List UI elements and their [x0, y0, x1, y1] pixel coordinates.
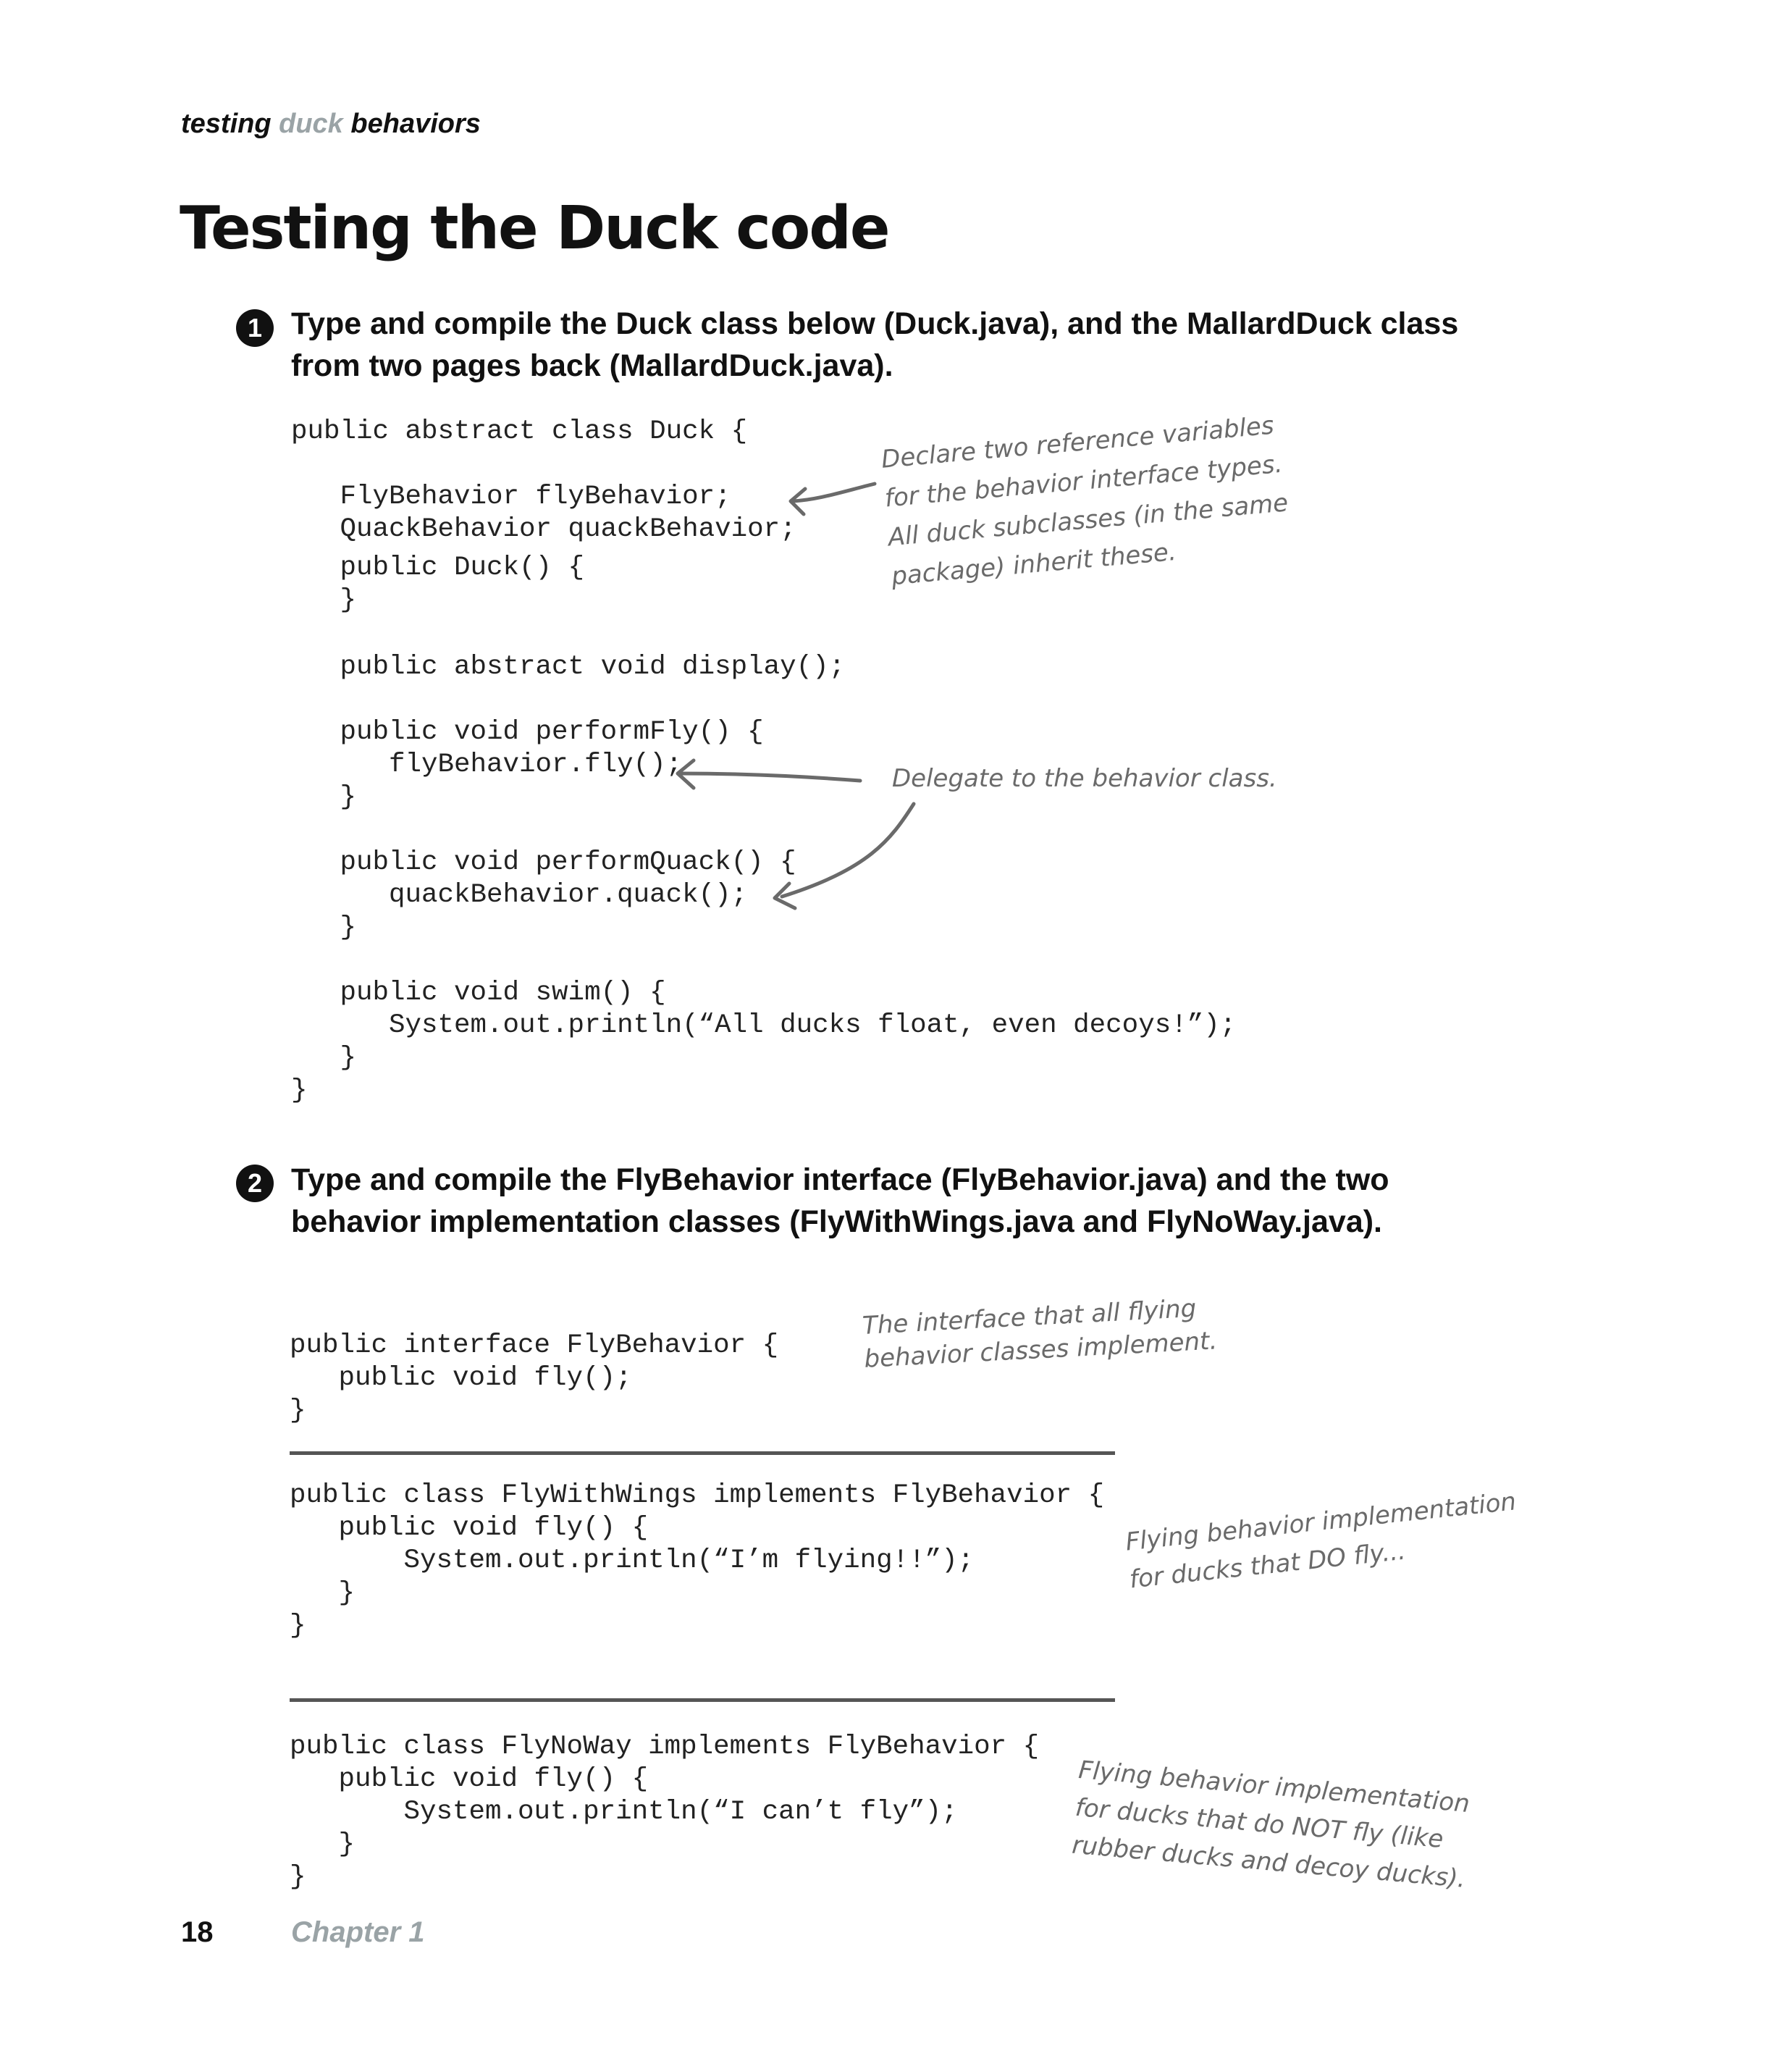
step-1-text: Type and compile the Duck class below (Duck.java), and the MallardDuck class from two pages back (MallardDuck.java). [291, 306, 1459, 383]
page-title: Testing the Duck code [180, 194, 889, 263]
note-delegate: Delegate to the behavior class. [892, 764, 1277, 793]
page-number: 18 [181, 1916, 214, 1948]
duck-class-code-methods: public abstract void display(); public void performFly() { flyBehavior.fly(); } public void performQuack() { quackBehavior.quack(); } public void swim() { System.out.println(“All ducks float, even decoys!”); } } [291, 652, 1237, 1106]
arrow-declare [793, 484, 875, 501]
step-2-text: Type and compile the FlyBehavior interface (FlyBehavior.java) and the two behavior implementation classes (FlyWithWings.java and FlyNoWay.java). [291, 1162, 1389, 1239]
fly-with-wings-code: public class FlyWithWings implements FlyBehavior { public void fly() { System.out.println(“I’m flying!!”); } } [290, 1480, 1105, 1641]
step-1-number-badge: 1 [236, 309, 274, 347]
arrow-delegate-fly [679, 773, 860, 781]
chapter-label: Chapter 1 [291, 1916, 425, 1948]
note-interface: The interface that all flying behavior classes implement. [862, 1293, 1219, 1374]
duck-class-code-fields: FlyBehavior flyBehavior; QuackBehavior quackBehavior; [340, 482, 796, 545]
fly-behavior-interface-code: public interface FlyBehavior { public void fly(); } [290, 1330, 779, 1426]
step-2-number-badge: 2 [236, 1165, 274, 1202]
note-fly-with-wings: Flying behavior implementation for ducks that DO fly... [1124, 1487, 1518, 1595]
header-prefix: testing [181, 109, 272, 139]
duck-class-code-line1: public abstract class Duck { [291, 416, 748, 447]
header-suffix: behaviors [350, 109, 481, 139]
note-declare-variables: Declare two reference variables for the behavior interface types. All duck subclasses (in the same package) inherit these. [880, 411, 1290, 592]
header-accent: duck [279, 109, 343, 139]
arrow-delegate-quack [782, 804, 914, 897]
fly-no-way-code: public class FlyNoWay implements FlyBehavior { public void fly() { System.out.println(“I can’t fly”); } } [290, 1732, 1040, 1892]
note-fly-no-way: Flying behavior implementation for ducks that do NOT fly (like rubber ducks and decoy ducks). [1070, 1755, 1471, 1894]
duck-class-code-constructor: public Duck() { } [340, 553, 585, 616]
